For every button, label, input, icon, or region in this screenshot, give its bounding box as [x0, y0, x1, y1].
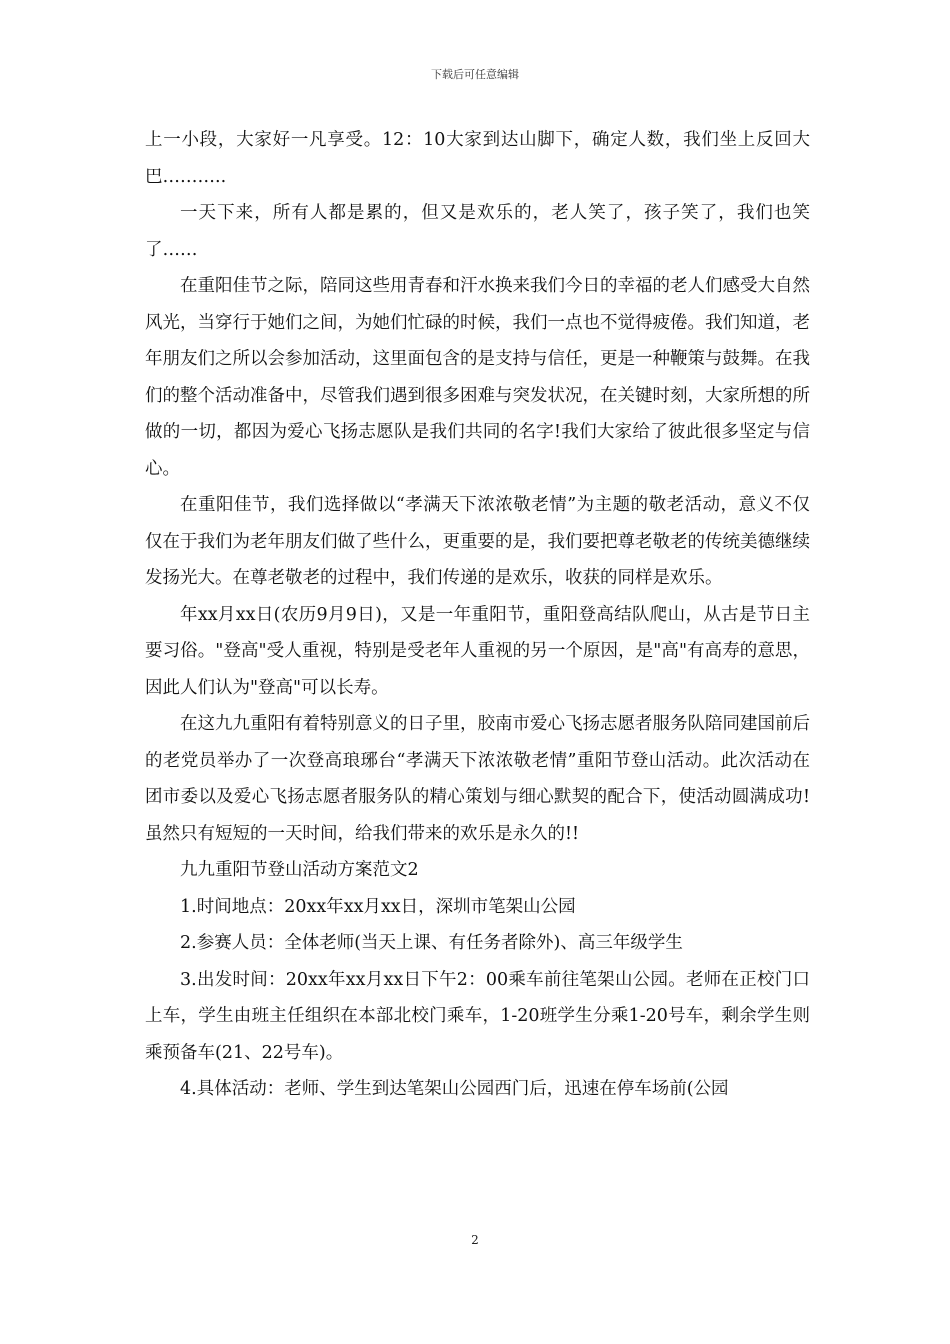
- document-body: [145, 122, 810, 1108]
- paragraph: 在这九九重阳有着特别意义的日子里，胶南市爱心飞扬志愿者服务队陪同建国前后的老党员举办了一次登高琅琊台“孝满天下浓浓敬老情”重阳节登山活动。此次活动在团市委以及爱心飞扬志愿者服务队的精心策划与细心默契的配合下，使活动圆满成功!虽然只有短短的一天时间，给我们带来的欢乐是永久的!!: [145, 714, 810, 844]
- list-item: 2.参赛人员：全体老师(当天上课、有任务者除外)、高三年级学生: [180, 933, 683, 953]
- list-item: 3.出发时间：20xx年xx月xx日下午2：00乘车前往笔架山公园。老师在正校门口上车，学生由班主任组织在本部北校门乘车，1-20班学生分乘1-20号车，剩余学生则乘预备车(21、22号车)。: [145, 969, 810, 1063]
- paragraph: 在重阳佳节之际，陪同这些用青春和汗水换来我们今日的幸福的老人们感受大自然风光，当穿行于她们之间，为她们忙碌的时候，我们一点也不觉得疲倦。我们知道，老年朋友们之所以会参加活动，这里面包含的是支持与信任，更是一种鞭策与鼓舞。在我们的整个活动准备中，尽管我们遇到很多困难与突发状况，在关键时刻，大家所想的所做的一切，都因为爱心飞扬志愿队是我们共同的名字!我们大家给了彼此很多坚定与信心。: [145, 276, 810, 479]
- page-number: 2: [471, 1233, 479, 1247]
- paragraph: 一天下来，所有人都是累的，但又是欢乐的，老人笑了，孩子笑了，我们也笑了……: [145, 203, 810, 260]
- paragraph: 上一小段，大家好一凡享受。12：10大家到达山脚下，确定人数，我们坐上反回大巴………..: [145, 130, 810, 187]
- paragraph: 在重阳佳节，我们选择做以“孝满天下浓浓敬老情”为主题的敬老活动，意义不仅仅在于我们为老年朋友们做了些什么，更重要的是，我们要把尊老敬老的传统美德继续发扬光大。在尊老敬老的过程中，我们传递的是欢乐，收获的同样是欢乐。: [145, 495, 810, 588]
- page-header: 下载后可任意编辑: [431, 68, 519, 81]
- list-item: 4.具体活动：老师、学生到达笔架山公园西门后，迅速在停车场前(公园: [180, 1079, 729, 1099]
- paragraph: 年xx月xx日(农历9月9日)，又是一年重阳节，重阳登高结队爬山，从古是节日主要习俗。"登高"受人重视，特别是受老年人重视的另一个原因，是"高"有高寿的意思，因此人们认为"登高"可以长寿。: [145, 604, 810, 698]
- list-item: 1.时间地点：20xx年xx月xx日，深圳市笔架山公园: [180, 896, 576, 917]
- section-heading: 九九重阳节登山活动方案范文2: [180, 860, 419, 880]
